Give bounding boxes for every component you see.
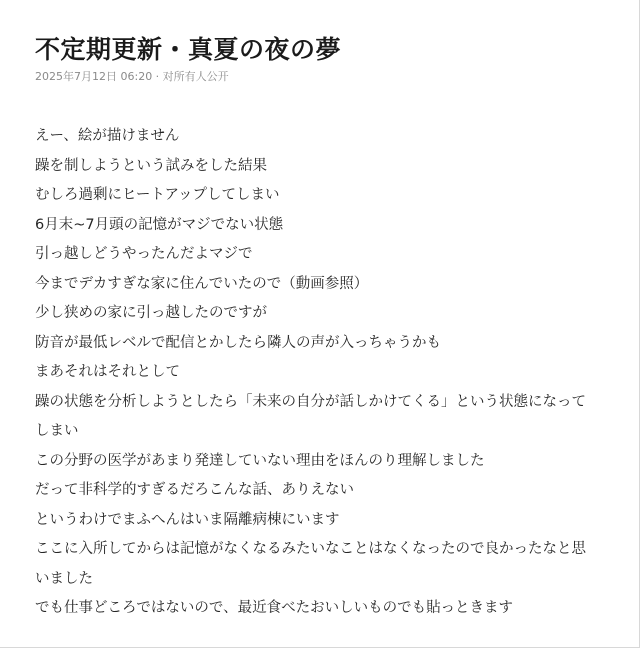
post-line: むしろ過剰にヒートアップしてしまい [35, 187, 280, 203]
post-line: えー、絵が描けません [35, 128, 180, 144]
post-line: 躁の状態を分析しようとしたら「未来の自分が話しかけてくる」という状態になって [35, 393, 586, 410]
post-line: いました [35, 570, 93, 587]
post-line: しまい [35, 423, 79, 439]
post-line: ここに入所してからは記憶がなくなるみたいなことはなくなったので良かったなと思 [35, 541, 586, 557]
post-line: 少し狭めの家に引っ越したのですが [35, 305, 267, 321]
post-line: でも仕事どころではないので、最近食べたおいしいものでも貼っときます [35, 600, 514, 616]
post-line: というわけでまふへんはいま隔離病棟にいます [35, 511, 340, 528]
post-line: この分野の医学があまり発達していない理由をほんのり理解しました [35, 452, 485, 469]
post-line: 今までデカすぎな家に住んでいたので（動画参照） [35, 275, 369, 292]
post-line: 躁を制しようという試みをした結果 [35, 157, 267, 174]
post-line: だって非科学的すぎるだろこんな話、ありえない [35, 482, 354, 498]
post-body [35, 122, 620, 624]
post-line: 引っ越しどうやったんだよマジで [35, 246, 253, 262]
post-title: 不定期更新・真夏の夜の夢 [35, 35, 342, 64]
post-line: 防音が最低レベルで配信とかしたら隣人の声が入っちゃうかも [35, 334, 441, 351]
post-line: 6月末~7月頭の記憶がマジでない状態 [35, 216, 284, 233]
post-line: まあそれはそれとして [35, 364, 180, 380]
post-meta: 2025年7月12日 06:20 · 对所有人公开 [35, 70, 229, 83]
